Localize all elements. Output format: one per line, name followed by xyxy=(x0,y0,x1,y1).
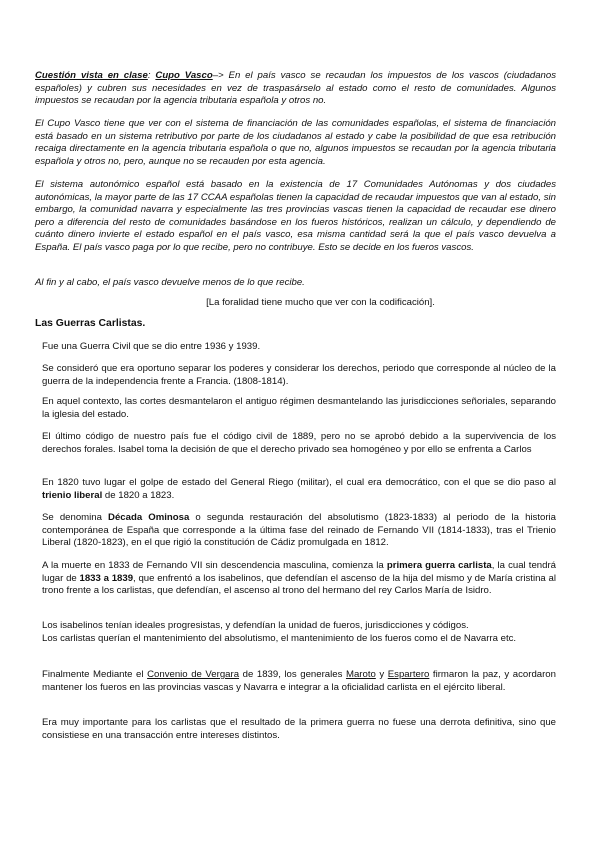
carlistas-p10: Era muy importante para los carlistas que el resultado de la primera guerra no fuese una derrota definitiva, sino que consistiese en una transacción entre intereses distintos. xyxy=(42,717,556,741)
cuestion-separator: : xyxy=(147,70,156,81)
p9-text-a: Finalmente Mediante el xyxy=(42,669,148,680)
convenio-vergara-link[interactable]: Convenio de Vergara xyxy=(147,669,240,680)
p7-text-c: , la cual tendrá lugar de xyxy=(42,560,556,584)
p6-decada-ominosa: Década Ominosa xyxy=(108,512,190,523)
foralidad-note: [La foralidad tiene mucho que ver con la codificación]. xyxy=(206,297,435,308)
section-title: Las Guerras Carlistas. xyxy=(35,318,146,329)
p6-text-c: o segunda restauración del absolutismo (1823-1833) al periodo de la historia contemporánea de España que corresponde a la última fase del reinado de Fernando VII (1814-1833), tras el Trienio Liberal (1820-1823), en el que rigió la constitución de Cádiz promulgada en 1812. xyxy=(42,512,557,549)
p6-text-a: Se denomina xyxy=(42,512,109,523)
p7-primera-guerra: primera guerra carlista xyxy=(386,560,492,571)
sistema-paragraph: El sistema autonómico español está basado en la existencia de 17 Comunidades Autónomas y dos ciudades autonómicas, la mayor parte de las 17 CCAA españolas tienen la capacidad de recaudar impuestos que van al estado, sin embargo, la comunidad navarra y especialmente las tres provincias vascas tienen la capacidad de recaudar ese dinero pero a diferencia del resto de comunidades basándose en los fueros históricos, realizan un cálculo, y dependiendo de cuánto dinero invierte el estado español en el país vasco, esa misma cantidad será la que el país vasco devuelva a España. El país vasco paga por lo que recibe, pero no contribuye. Esto se decide en los fueros vascos. xyxy=(35,179,556,253)
p5-text-a: En 1820 tuvo lugar el golpe de estado del General Riego (militar), el cual era democrático, con el que se dio paso al xyxy=(42,477,556,488)
carlistas-p3: En aquel contexto, las cortes desmantelaron el antiguo régimen desmantelando las jurisdicciones señoriales, separando la iglesia del estado. xyxy=(42,396,556,420)
cuestion-topic: Cupo Vasco xyxy=(155,70,213,81)
p5-text-c: de 1820 a 1823. xyxy=(102,489,175,501)
carlistas-p6 xyxy=(42,512,556,550)
carlistas-p7 xyxy=(42,560,556,598)
espartero-link[interactable]: Espartero xyxy=(387,669,430,680)
p9-text-b: de 1839, los generales xyxy=(239,669,346,680)
carlistas-p5 xyxy=(42,477,556,502)
p7-text-e: , que enfrentó a los isabelinos, que defendían el ascenso de la hija del mismo y de María cristina al trono frente a los carlistas, que defendían, el ascenso al trono del hermano del rey Carlos María de Isidro. xyxy=(42,572,556,597)
p7-dates: 1833 a 1839 xyxy=(79,572,134,584)
alfin-paragraph: Al fin y al cabo, el país vasco devuelve menos de lo que recibe. xyxy=(35,277,305,288)
p9-text-d: firmaron la paz, y acordaron mantener los fueros en las provincias vascas y Navarra e integrar a la oficialidad carlista en el ejército liberal. xyxy=(42,669,556,693)
cuestion-paragraph xyxy=(35,70,556,108)
carlistas-p4: El último código de nuestro país fue el código civil de 1889, pero no se aprobó debido a la supervivencia de los derechos forales. Isabel toma la decisión de que el derecho privado sea homogéneo y por ello se enfrenta a Carlos xyxy=(42,431,556,455)
p5-trienio-liberal: trienio liberal xyxy=(42,489,103,501)
carlistas-p9 xyxy=(42,669,556,694)
carlistas-p1: Fue una Guerra Civil que se dio entre 1936 y 1939. xyxy=(42,341,261,352)
cuestion-text: –> En el país vasco se recaudan los impuestos de los vascos (ciudadanos españoles) y cubren sus necesidades en vez de traspasárselo al estado como el resto de comunidades. Algunos impuestos se recaudan por la agencia tributaria española y otros no. xyxy=(35,70,557,107)
carlistas-p8-line1: Los isabelinos tenían ideales progresistas, y defendían la unidad de fueros, jurisdicciones y códigos. xyxy=(42,620,469,631)
p7-text-a: A la muerte en 1833 de Fernando VII sin descendencia masculina, comienza la xyxy=(42,560,387,571)
cupo-paragraph: El Cupo Vasco tiene que ver con el sistema de financiación de las comunidades españolas, el sistema de financiación está basado en un sistema retributivo por parte de los ciudadanos al estado y cabe la posibilidad de que esa retribución recaiga directamente en la agencia tributaria española o que no, algunos impuestos se recaudan por la agencia tributaria española y otros no, pero, aunque no se recauden por esta agencia. xyxy=(35,118,556,167)
cuestion-label: Cuestión vista en clase xyxy=(35,70,148,81)
maroto-link[interactable]: Maroto xyxy=(345,669,376,680)
p9-text-c: y xyxy=(375,669,388,680)
carlistas-p2: Se consideró que era oportuno separar los poderes y considerar los derechos, periodo que corresponde al núcleo de la guerra de la independencia frente a Francia. (1808-1814). xyxy=(42,363,556,387)
carlistas-p8-line2: Los carlistas querían el mantenimiento del absolutismo, el mantenimiento de los fueros como el de Navarra etc. xyxy=(42,633,517,644)
